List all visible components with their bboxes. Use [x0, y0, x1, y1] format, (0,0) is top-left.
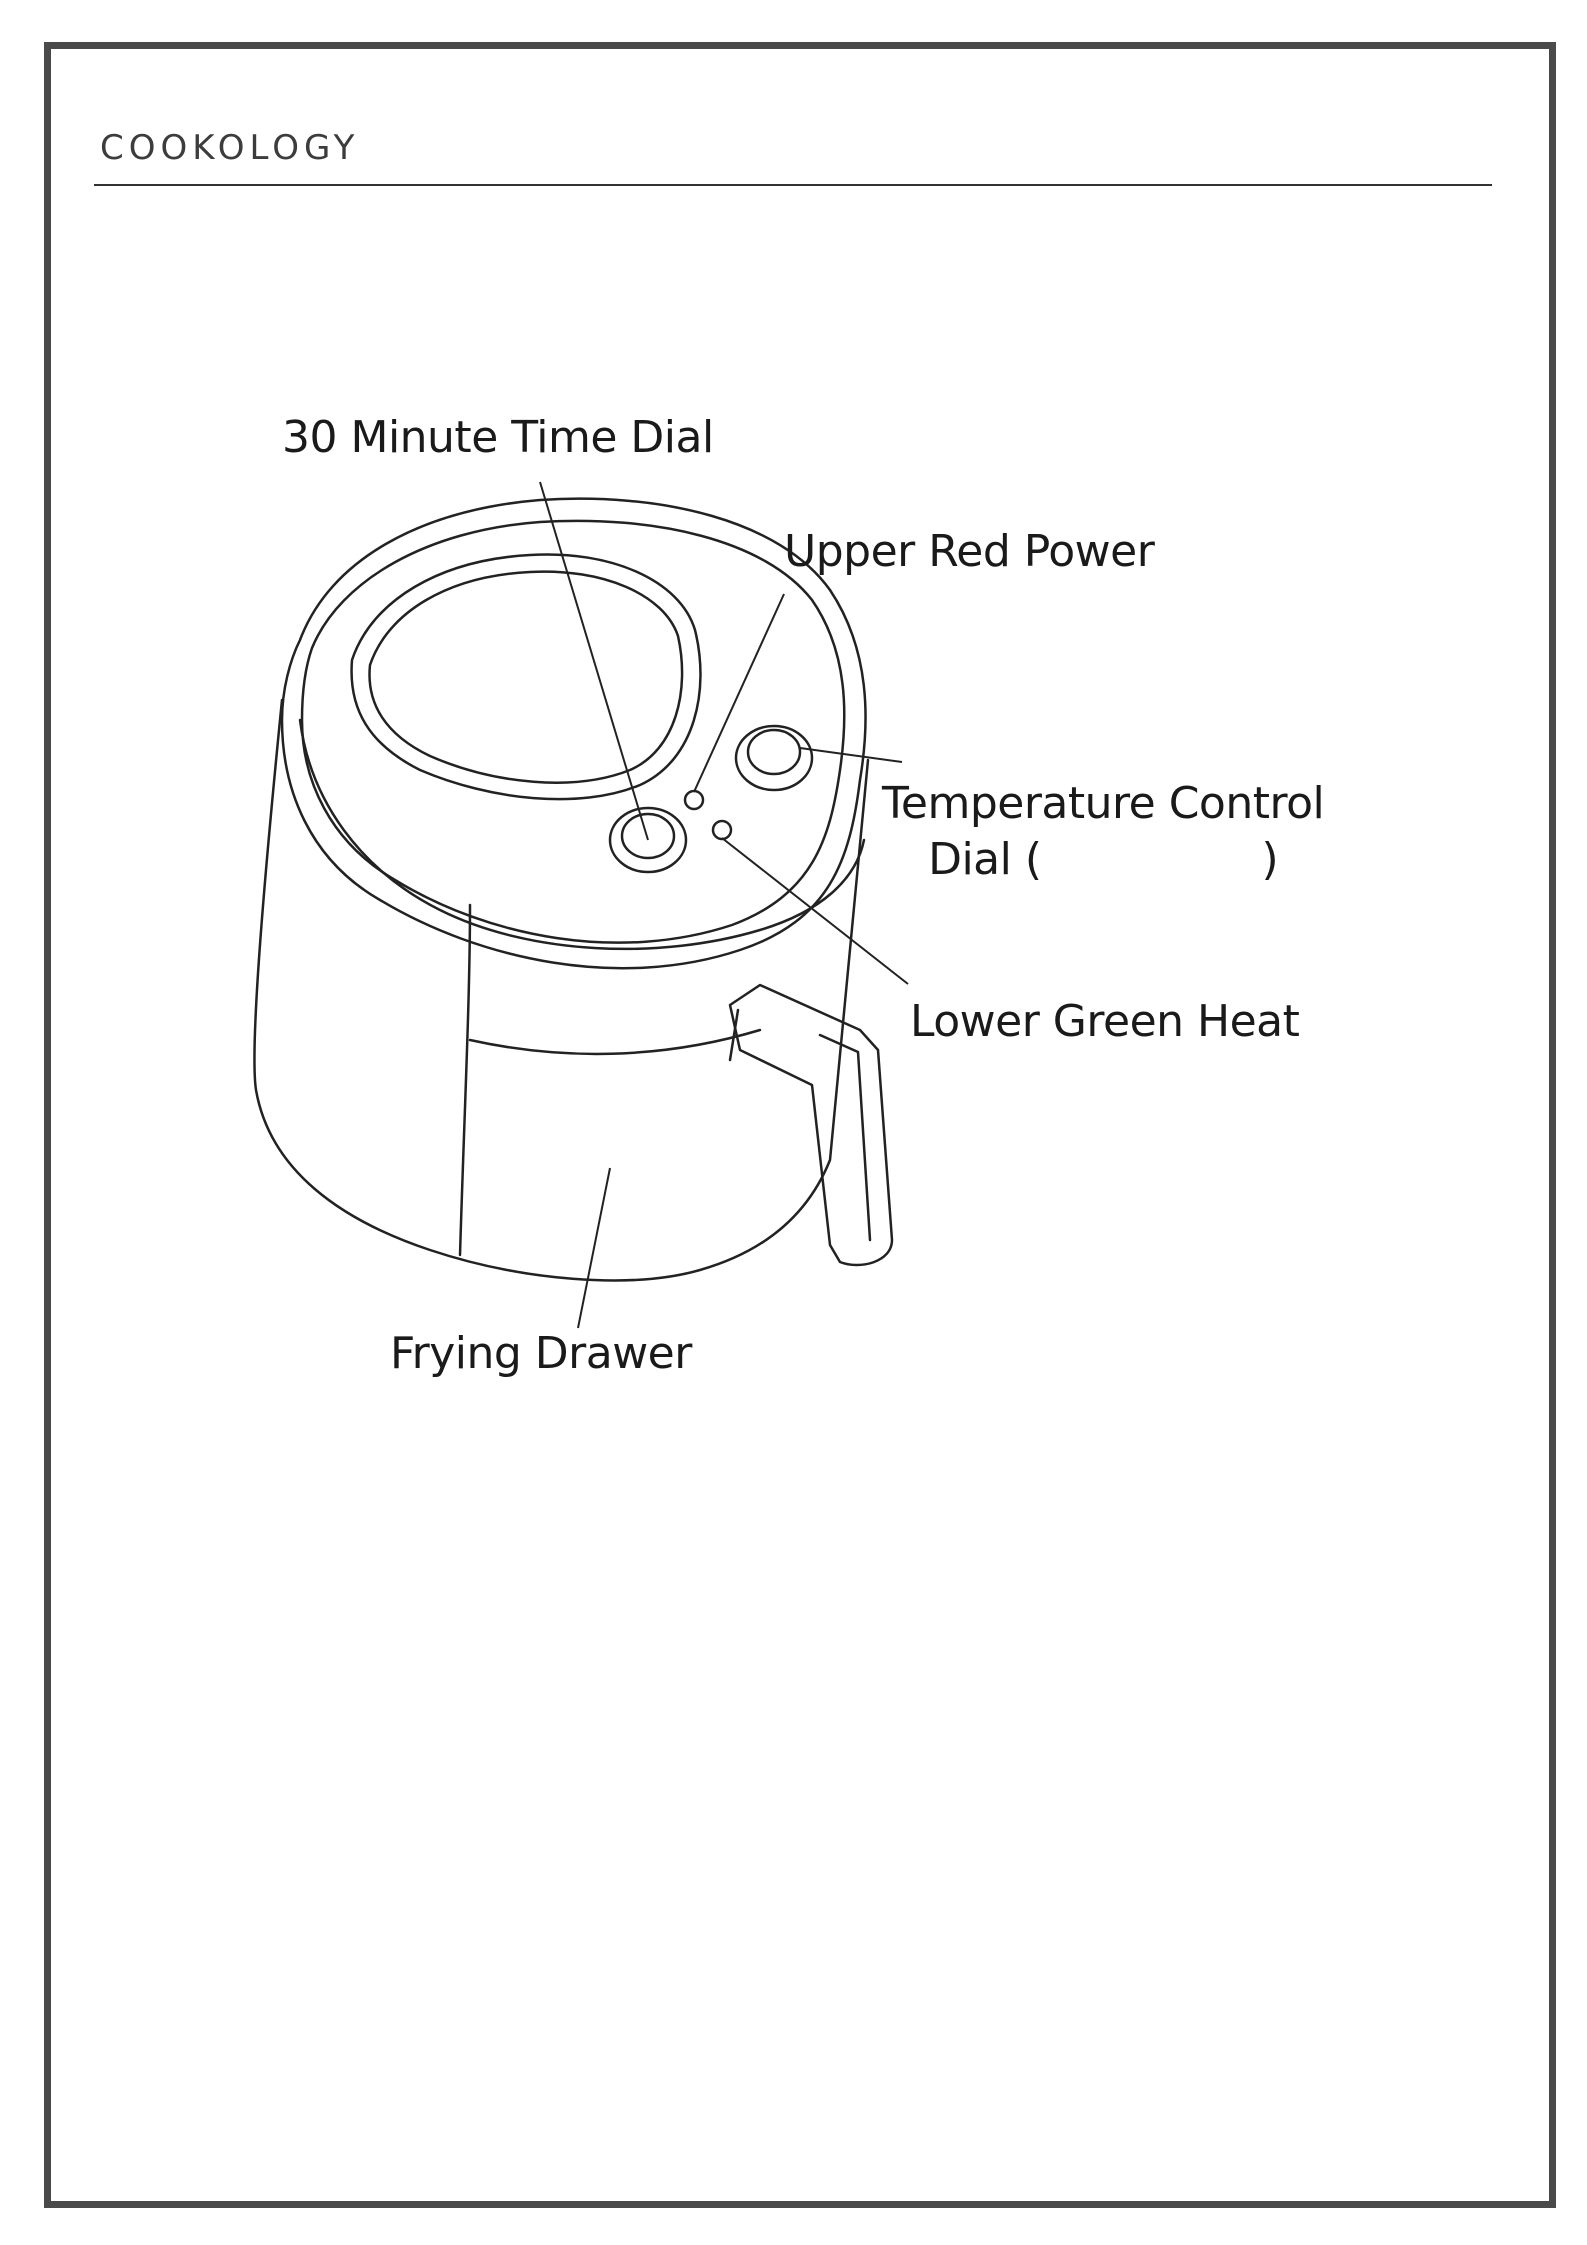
- frying-drawer-outline: [460, 905, 470, 1255]
- leader-temp-dial: [800, 748, 902, 762]
- label-temperature-dial-line2: [882, 832, 1324, 888]
- label-time-dial: 30 Minute Time Dial: [282, 412, 714, 463]
- label-temperature-dial-prefix: Dial (: [928, 834, 1042, 885]
- fryer-body-outline: [254, 700, 868, 1280]
- label-frying-drawer: Frying Drawer: [390, 1328, 692, 1379]
- leader-power-light: [694, 594, 784, 792]
- redacted-text: [1042, 842, 1262, 882]
- leader-drawer: [578, 1168, 610, 1328]
- label-heat-light: Lower Green Heat: [910, 996, 1300, 1047]
- label-temperature-dial-line1: Temperature Control: [882, 778, 1325, 829]
- label-temperature-dial: [882, 776, 1324, 888]
- label-power-light: Upper Red Power: [784, 526, 1155, 577]
- label-temperature-dial-suffix: ): [1261, 834, 1279, 885]
- heat-light: [713, 821, 731, 839]
- fryer-window: [352, 554, 701, 799]
- power-light: [685, 791, 703, 809]
- brand-logo: COOKOLOGY: [100, 128, 360, 168]
- temperature-dial: [736, 726, 812, 790]
- leader-time-dial: [540, 482, 648, 840]
